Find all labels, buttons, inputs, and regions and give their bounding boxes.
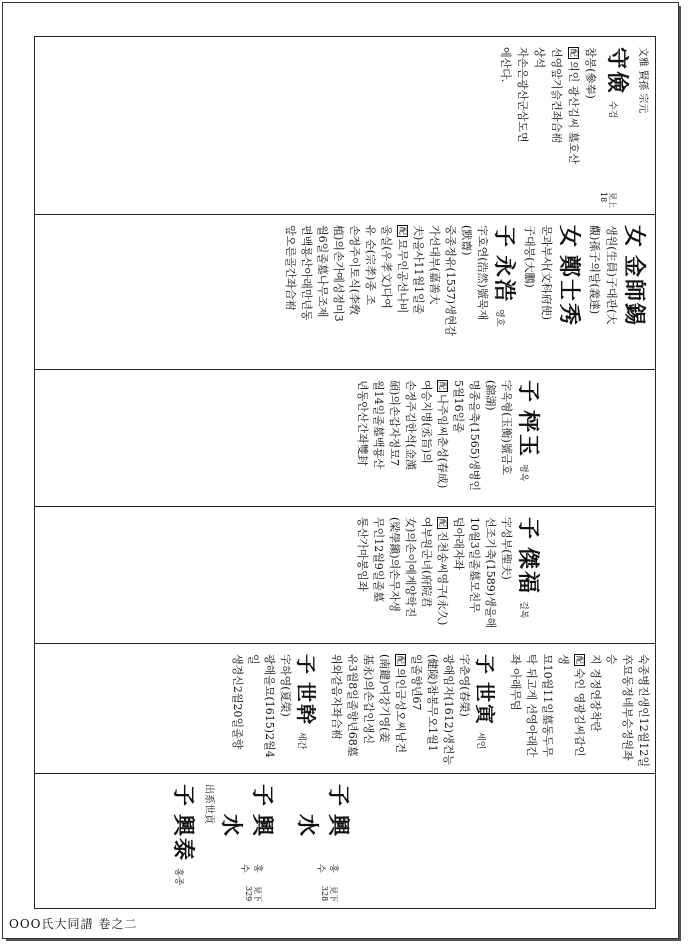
spouse-marker-icon: 配 bbox=[438, 519, 447, 527]
person-name: 金師錫 bbox=[621, 255, 647, 328]
detail-line: 配의인금성오씨남건 bbox=[394, 656, 407, 754]
generation-column-6 bbox=[35, 774, 655, 908]
ancestor-line: 文雅 賢孫 宗元 bbox=[637, 47, 648, 114]
person-name: 守儉 bbox=[604, 47, 630, 96]
detail-line: 基永)의손갑인생신 bbox=[362, 654, 375, 745]
detail-line: 울실(우孝文)다여 bbox=[380, 225, 393, 309]
detail-line: 위와같음자좌合祔 bbox=[330, 654, 343, 740]
person-name-hangul: 영호 bbox=[494, 309, 504, 327]
detail-line: 觀)孫子의달(義達) bbox=[588, 225, 601, 315]
genealogy-table-frame bbox=[34, 36, 656, 909]
rotated-genealogy-table bbox=[35, 37, 655, 908]
ancestor-entry bbox=[345, 37, 655, 214]
detail-line: 선영앞기슭건좌合祔 bbox=[550, 47, 563, 144]
person-name-hangul: 홍수 bbox=[239, 864, 262, 873]
son-entry bbox=[35, 507, 655, 643]
detail-line: 일졸향년67 bbox=[410, 654, 423, 711]
son-name-row bbox=[514, 380, 545, 500]
person-name: 興水 bbox=[294, 814, 351, 839]
detail-line: 5월16일졸 bbox=[452, 380, 465, 433]
detail-line: 配묘무인공선나비 bbox=[396, 227, 409, 314]
spouse-marker-icon: 配 bbox=[569, 49, 578, 57]
detail-line: 숙종병진생인12월12일 bbox=[637, 654, 650, 768]
detail-line: (錦湖) bbox=[484, 380, 497, 411]
spouse-marker-icon: 配 bbox=[438, 382, 447, 390]
generation-column-4 bbox=[35, 507, 655, 644]
detail-line: 문과부사(文科府使) bbox=[540, 225, 553, 321]
detail-line: 편백룡산아래만년동 bbox=[300, 225, 313, 321]
relation-prefix: 子 bbox=[294, 654, 318, 676]
detail-line: 女)의손이예계양학진 bbox=[404, 517, 417, 618]
generation-column-3 bbox=[35, 370, 655, 507]
detail-line: 명종을축(1565)생병인 bbox=[468, 380, 481, 491]
relation-prefix: 子 bbox=[515, 517, 541, 542]
detail-line: 무인12월9일졸墓 bbox=[372, 517, 385, 603]
detail-line: 植)의손가예성정미3 bbox=[332, 225, 345, 322]
person-name-hangul: 홍종 bbox=[173, 868, 183, 886]
detail-line: 생원(生員)子대관(大 bbox=[605, 225, 618, 325]
detail-line: (梁學鎭)의손무자생 bbox=[388, 517, 401, 612]
detail-line: 선조기축(1589)생을해 bbox=[484, 517, 497, 628]
person-name: 興水 bbox=[218, 814, 275, 839]
relation-prefix: 子 bbox=[491, 225, 517, 250]
detail-line: (南鍵)여강기영(姜 bbox=[378, 654, 391, 743]
cross-reference: 見下 329 bbox=[244, 886, 262, 902]
son-name-row bbox=[293, 654, 322, 767]
son-entry bbox=[35, 215, 655, 369]
detail-line: (健陵)참봉무오1월1 bbox=[426, 654, 439, 752]
person-name-hangul: 걸복 bbox=[518, 601, 528, 619]
detail-line: (默齋) bbox=[460, 225, 473, 256]
son-name-row bbox=[514, 517, 545, 637]
son-name-row bbox=[169, 784, 200, 902]
relation-prefix: 子 bbox=[249, 784, 275, 809]
detail-line: 配나주임씨춘성(春成) bbox=[436, 382, 449, 489]
person-name-row bbox=[599, 47, 634, 208]
person-name: 世幹 bbox=[294, 682, 318, 726]
detail-line: 덤아래자좌 bbox=[452, 517, 465, 571]
detail-line: 중종정유(1537)생현감 bbox=[444, 225, 457, 336]
detail-line: 에산다. bbox=[499, 47, 512, 83]
detail-line: 손정주이토식(李敎 bbox=[348, 225, 361, 316]
relation-prefix: 女 bbox=[621, 225, 647, 250]
detail-line: 卒묘동정네부승정원좌승 bbox=[605, 654, 634, 761]
detail-line: 字춘영(春榮) bbox=[458, 654, 471, 717]
son-entry bbox=[35, 370, 655, 506]
generation-column-1 bbox=[35, 37, 655, 215]
cross-reference: 見上 18 bbox=[599, 192, 617, 208]
detail-line: 년동안산간좌雙封 bbox=[356, 380, 369, 466]
detail-line: 子대붕(大鵬) bbox=[523, 225, 536, 288]
detail-line: 앞오른골간좌合祔 bbox=[284, 225, 297, 311]
detail-line: 상석 bbox=[533, 47, 546, 69]
person-name: 枰玉 bbox=[515, 410, 541, 459]
son-name-row bbox=[217, 784, 279, 902]
detail-line: 여부원군녀(府院君 bbox=[420, 517, 433, 608]
detail-line: 월6일졸墓나무조제 bbox=[316, 225, 329, 318]
detail-line: 탁 뒤고게 선영아래간 bbox=[525, 654, 538, 757]
detail-line: 참봉(參奉) bbox=[584, 47, 597, 99]
detail-line: 손정주김한석(金漢 bbox=[404, 380, 417, 471]
person-name: 傑福 bbox=[515, 547, 541, 596]
son-entry bbox=[35, 774, 655, 908]
detail-line: 配의인 광산김씨 墓호산 bbox=[567, 49, 580, 165]
person-name-hangul: 세간 bbox=[296, 732, 306, 750]
detail-line: 碩)의손갑자정묘7 bbox=[388, 380, 401, 467]
detail-line: 夫)을사11월1일졸 bbox=[412, 225, 425, 315]
daughter-name-row bbox=[555, 225, 586, 363]
detail-line: 유 순(宗孝)종 조 bbox=[364, 225, 377, 306]
detail-line: 字옥형(玉衡)號금호 bbox=[500, 380, 513, 476]
detail-line: 字하영(夏榮) bbox=[279, 654, 292, 717]
son-name-row bbox=[490, 225, 521, 363]
detail-line: 配숙인 영광김씨갑인생 bbox=[557, 654, 586, 757]
detail-line: 여승지병(丞旨)의 bbox=[420, 380, 433, 464]
detail-line: 配진천송씨영구(永久) bbox=[436, 519, 449, 626]
person-name: 興泰 bbox=[170, 814, 196, 863]
relation-prefix: 子 bbox=[170, 784, 196, 809]
son-name-row bbox=[472, 654, 501, 767]
detail-line: 字호연(浩然)號묵재 bbox=[476, 225, 489, 321]
detail-line: 통산가마봉임좌 bbox=[356, 517, 369, 592]
person-name-hangul: 홍수 bbox=[315, 864, 338, 873]
person-name-hangul: 수검 bbox=[607, 101, 617, 119]
relation-prefix: 子 bbox=[325, 784, 351, 809]
adoption-note: 出系世貢 bbox=[203, 784, 214, 824]
detail-line: 유3월8일졸향년68墓 bbox=[346, 654, 359, 757]
detail-line: 월14일졸墓백룡산 bbox=[372, 380, 385, 469]
son-name-row bbox=[293, 784, 355, 902]
person-name: 永浩 bbox=[491, 255, 517, 304]
person-name-hangul: 평옥 bbox=[518, 464, 528, 482]
relation-prefix: 子 bbox=[473, 654, 497, 676]
generation-column-2 bbox=[35, 215, 655, 370]
generation-column-5 bbox=[35, 644, 655, 774]
detail-line: 생경신2월20일졸향 bbox=[231, 654, 244, 750]
person-name: 鄭士秀 bbox=[556, 255, 582, 328]
cross-reference: 見下 328 bbox=[320, 886, 338, 902]
person-name-hangul: 세인 bbox=[475, 732, 485, 750]
detail-line: 광해임자(1612)생건능 bbox=[442, 654, 455, 765]
son-entry bbox=[35, 644, 655, 773]
detail-line: 묘10월11일墓동두무 bbox=[541, 654, 554, 757]
daughter-name-row bbox=[620, 225, 651, 363]
spouse-marker-icon: 配 bbox=[398, 227, 407, 235]
genealogy-page bbox=[2, 2, 679, 939]
detail-line: 광해을묘(1615)2월4일 bbox=[247, 654, 276, 758]
detail-line: 가선대부(嘉善大 bbox=[428, 225, 441, 305]
detail-line: 지 경정연장착란 bbox=[589, 654, 602, 732]
spouse-marker-icon: 配 bbox=[575, 656, 584, 664]
book-title-footer: OOO氏大同譜 卷之二 bbox=[9, 917, 138, 931]
detail-line: 좌 아래무덤 bbox=[509, 654, 522, 711]
relation-prefix: 子 bbox=[515, 380, 541, 405]
person-name: 世寅 bbox=[473, 682, 497, 726]
relation-prefix: 女 bbox=[556, 225, 582, 250]
detail-line: 자손은광산군삼도면 bbox=[516, 47, 529, 143]
detail-line: 字성부(聖夫) bbox=[500, 517, 513, 580]
spouse-marker-icon: 配 bbox=[396, 656, 405, 664]
detail-line: 10월3일졸墓모친무 bbox=[468, 517, 481, 613]
